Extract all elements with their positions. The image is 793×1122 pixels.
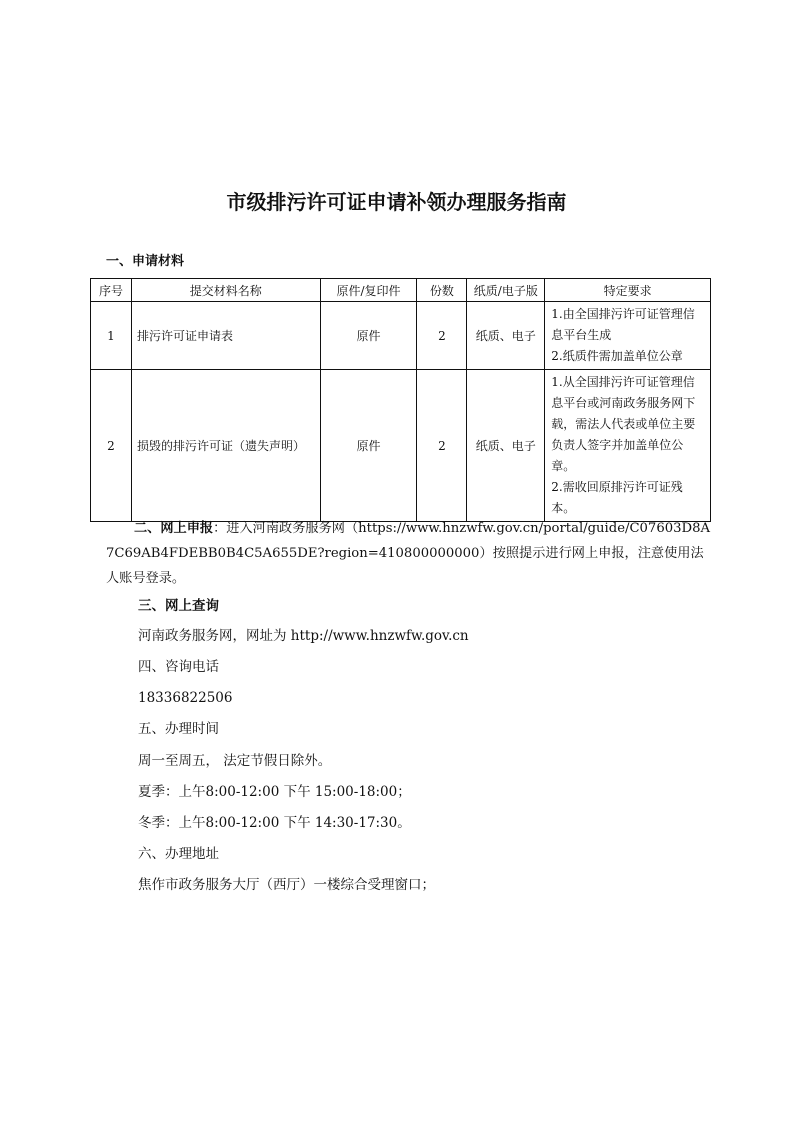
section-heading-address: 六、办理地址 xyxy=(138,846,219,862)
cell-type: 原件 xyxy=(320,302,417,370)
cell-format: 纸质、电子 xyxy=(467,302,545,370)
cell-no: 1 xyxy=(91,302,132,370)
cell-count: 2 xyxy=(417,370,467,522)
table-row xyxy=(91,302,711,370)
requirement-item: 2.需收回原排污许可证残本。 xyxy=(551,480,683,515)
table-row xyxy=(91,370,711,522)
hours-summer: 夏季：上午8:00-12:00 下午 15:00-18:00； xyxy=(138,784,411,800)
section-heading-materials: 一、申请材料 xyxy=(106,254,185,269)
header-cell: 提交材料名称 xyxy=(131,279,320,302)
header-cell: 原件/复印件 xyxy=(320,279,417,302)
online-query-text: 河南政务服务网，网址为 http://www.hnzwfw.gov.cn xyxy=(138,628,469,644)
cell-format: 纸质、电子 xyxy=(467,370,545,522)
page-title: 市级排污许可证申请补领办理服务指南 xyxy=(226,190,567,214)
section-heading-phone: 四、咨询电话 xyxy=(138,659,219,675)
requirement-item: 1.由全国排污许可证管理信息平台生成 xyxy=(551,307,695,342)
cell-count: 2 xyxy=(417,302,467,370)
header-cell: 纸质/电子版 xyxy=(467,279,545,302)
cell-no: 2 xyxy=(91,370,132,522)
header-cell: 序号 xyxy=(91,279,132,302)
section-heading-online-query: 三、网上查询 xyxy=(138,598,219,614)
table-header-row xyxy=(91,279,711,302)
cell-requirements xyxy=(545,302,711,370)
hours-weekdays: 周一至周五， 法定节假日除外。 xyxy=(138,753,332,769)
cell-type: 原件 xyxy=(320,370,417,522)
cell-requirements xyxy=(545,370,711,522)
cell-name: 排污许可证申请表 xyxy=(131,302,320,370)
hours-winter: 冬季：上午8:00-12:00 下午 14:30-17:30。 xyxy=(138,815,411,831)
cell-name: 损毁的排污许可证（遗失声明） xyxy=(131,370,320,522)
address-text: 焦作市政务服务大厅（西厅）一楼综合受理窗口； xyxy=(138,877,435,893)
online-application-text: ：进入河南政务服务网（https://www.hnzwfw.gov.cn/portal/guide/C07603D8A7C69AB4FDEBB0B4C5A655DE?region=410800000000）按照提示进行网上申报，注意使用法人账号登录。 xyxy=(106,521,710,586)
phone-number: 18336822506 xyxy=(138,690,233,706)
section-heading-hours: 五、办理时间 xyxy=(138,721,219,737)
materials-table xyxy=(90,278,711,522)
header-cell: 份数 xyxy=(417,279,467,302)
section-heading-online-application: 二、网上申报 xyxy=(134,521,214,536)
online-application-paragraph xyxy=(106,516,712,591)
requirement-item: 2.纸质件需加盖单位公章 xyxy=(551,349,683,363)
header-cell: 特定要求 xyxy=(545,279,711,302)
requirement-item: 1.从全国排污许可证管理信息平台或河南政务服务网下载，需法人代表或单位主要负责人签字并加盖单位公章。 xyxy=(551,375,696,473)
